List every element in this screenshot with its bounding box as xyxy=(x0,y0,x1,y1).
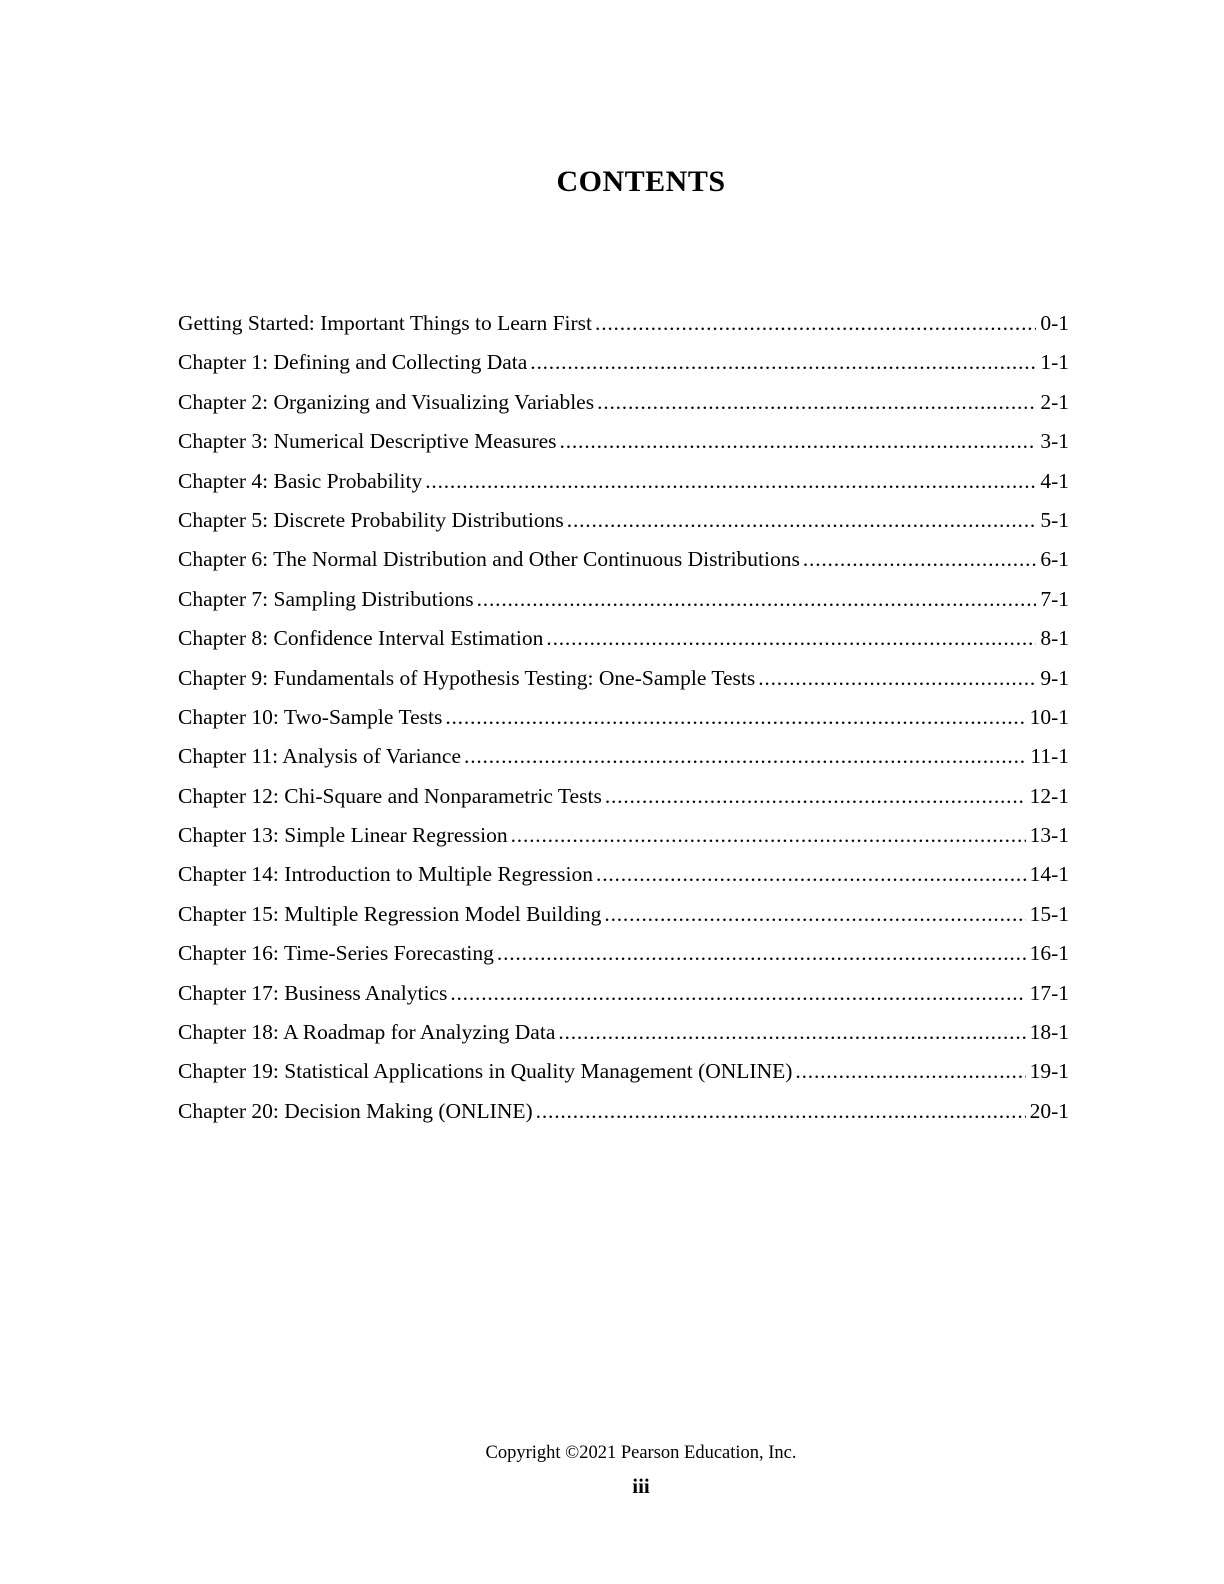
toc-dot-leader xyxy=(595,304,1036,343)
toc-entry-label: Chapter 16: Time-Series Forecasting xyxy=(178,941,494,966)
toc-dot-leader xyxy=(758,659,1036,698)
toc-entry-chapter-9[interactable] xyxy=(178,659,1069,698)
toc-entry-label: Chapter 7: Sampling Distributions xyxy=(178,586,474,611)
toc-entry-label: Chapter 14: Introduction to Multiple Regression xyxy=(178,862,594,887)
toc-entry-label: Chapter 12: Chi-Square and Nonparametric Tests xyxy=(178,783,602,808)
toc-entry-chapter-10[interactable] xyxy=(178,698,1069,737)
toc-entry-label: Chapter 8: Confidence Interval Estimation xyxy=(178,626,544,651)
toc-dot-leader xyxy=(803,540,1036,579)
toc-entry-page: 10-1 xyxy=(1029,704,1069,729)
toc-dot-leader xyxy=(546,619,1036,658)
toc-dot-leader xyxy=(597,383,1036,422)
toc-entry-chapter-4[interactable] xyxy=(178,462,1069,501)
footer-page-number: iii xyxy=(632,1474,650,1498)
toc-entry-page: 12-1 xyxy=(1029,783,1069,808)
toc-entry-getting-started[interactable] xyxy=(178,304,1069,343)
toc-dot-leader xyxy=(560,422,1037,461)
toc-entry-label: Chapter 18: A Roadmap for Analyzing Data xyxy=(178,1020,556,1045)
toc-entry-chapter-13[interactable] xyxy=(178,816,1069,855)
toc-dot-leader xyxy=(464,737,1026,776)
toc-entry-page: 8-1 xyxy=(1040,626,1069,651)
toc-entry-chapter-12[interactable] xyxy=(178,777,1069,816)
toc-dot-leader xyxy=(425,462,1036,501)
toc-entry-page: 7-1 xyxy=(1040,586,1069,611)
toc-entry-label: Chapter 17: Business Analytics xyxy=(178,980,448,1005)
toc-entry-label: Chapter 5: Discrete Probability Distributions xyxy=(178,507,564,532)
toc-dot-leader xyxy=(795,1052,1025,1091)
toc-entry-chapter-7[interactable] xyxy=(178,580,1069,619)
toc-entry-page: 14-1 xyxy=(1029,862,1069,887)
toc-dot-leader xyxy=(511,816,1026,855)
toc-dot-leader xyxy=(497,934,1026,973)
toc-entry-page: 4-1 xyxy=(1040,468,1069,493)
toc-entry-chapter-6[interactable] xyxy=(178,540,1069,579)
page-title: CONTENTS xyxy=(556,165,726,199)
toc-entry-label: Chapter 9: Fundamentals of Hypothesis Testing: One-Sample Tests xyxy=(178,665,756,690)
toc-dot-leader xyxy=(558,1013,1025,1052)
table-of-contents xyxy=(178,304,1069,1131)
toc-entry-chapter-2[interactable] xyxy=(178,383,1069,422)
toc-dot-leader xyxy=(567,501,1037,540)
toc-entry-label: Chapter 15: Multiple Regression Model Building xyxy=(178,901,602,926)
toc-entry-chapter-11[interactable] xyxy=(178,737,1069,776)
toc-entry-chapter-18[interactable] xyxy=(178,1013,1069,1052)
toc-entry-page: 20-1 xyxy=(1029,1098,1069,1123)
toc-entry-page: 18-1 xyxy=(1029,1020,1069,1045)
toc-dot-leader xyxy=(530,343,1036,382)
toc-entry-label: Getting Started: Important Things to Learn First xyxy=(178,311,593,335)
toc-dot-leader xyxy=(477,580,1037,619)
toc-entry-page: 19-1 xyxy=(1029,1059,1069,1084)
toc-entry-chapter-16[interactable] xyxy=(178,934,1069,973)
toc-entry-chapter-17[interactable] xyxy=(178,974,1069,1013)
toc-entry-page: 17-1 xyxy=(1029,980,1069,1005)
toc-entry-page: 9-1 xyxy=(1040,665,1069,690)
toc-entry-page: 0-1 xyxy=(1040,311,1069,335)
toc-entry-page: 1-1 xyxy=(1040,350,1069,375)
toc-entry-label: Chapter 1: Defining and Collecting Data xyxy=(178,350,528,375)
toc-dot-leader xyxy=(605,777,1026,816)
toc-entry-label: Chapter 2: Organizing and Visualizing Variables xyxy=(178,389,595,414)
toc-entry-chapter-20[interactable] xyxy=(178,1092,1069,1131)
toc-entry-page: 11-1 xyxy=(1030,744,1069,769)
toc-entry-chapter-19[interactable] xyxy=(178,1052,1069,1091)
toc-entry-label: Chapter 20: Decision Making (ONLINE) xyxy=(178,1098,533,1123)
toc-entry-page: 3-1 xyxy=(1040,429,1069,454)
toc-entry-label: Chapter 6: The Normal Distribution and Other Continuous Distributions xyxy=(178,547,800,572)
toc-entry-page: 5-1 xyxy=(1040,507,1069,532)
toc-entry-chapter-3[interactable] xyxy=(178,422,1069,461)
toc-dot-leader xyxy=(604,895,1025,934)
toc-entry-page: 15-1 xyxy=(1029,901,1069,926)
toc-entry-label: Chapter 13: Simple Linear Regression xyxy=(178,823,508,848)
toc-entry-label: Chapter 10: Two-Sample Tests xyxy=(178,704,443,729)
toc-entry-chapter-14[interactable] xyxy=(178,855,1069,894)
toc-entry-label: Chapter 4: Basic Probability xyxy=(178,468,423,493)
toc-entry-page: 2-1 xyxy=(1040,389,1069,414)
toc-entry-chapter-5[interactable] xyxy=(178,501,1069,540)
footer-copyright: Copyright ©2021 Pearson Education, Inc. xyxy=(485,1443,797,1463)
toc-entry-label: Chapter 19: Statistical Applications in Quality Management (ONLINE) xyxy=(178,1059,793,1084)
toc-entry-label: Chapter 3: Numerical Descriptive Measures xyxy=(178,429,557,454)
toc-dot-leader xyxy=(596,855,1026,894)
toc-entry-chapter-15[interactable] xyxy=(178,895,1069,934)
toc-dot-leader xyxy=(536,1092,1026,1131)
toc-entry-page: 6-1 xyxy=(1040,547,1069,572)
toc-entry-label: Chapter 11: Analysis of Variance xyxy=(178,744,462,769)
toc-entry-chapter-8[interactable] xyxy=(178,619,1069,658)
toc-dot-leader xyxy=(450,974,1025,1013)
toc-entry-page: 16-1 xyxy=(1029,941,1069,966)
toc-entry-page: 13-1 xyxy=(1029,823,1069,848)
toc-entry-chapter-1[interactable] xyxy=(178,343,1069,382)
toc-dot-leader xyxy=(445,698,1025,737)
